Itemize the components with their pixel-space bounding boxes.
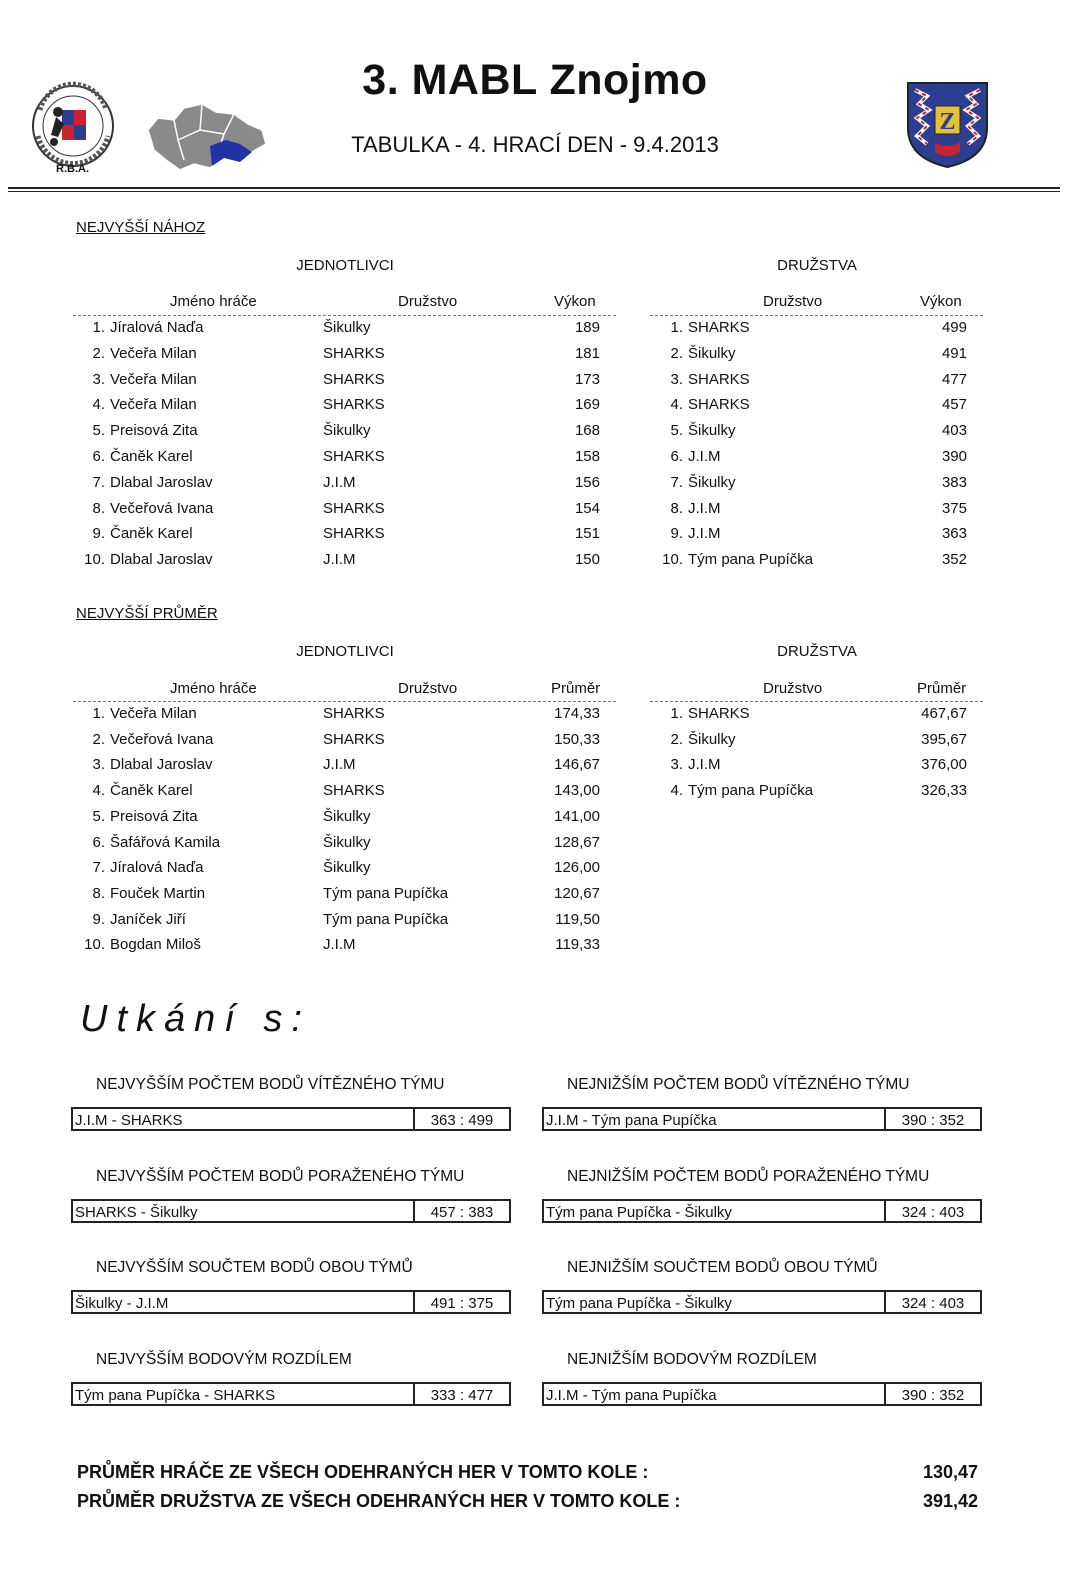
value: 128,67 xyxy=(554,833,600,851)
value: 150 xyxy=(574,551,600,569)
player-name: Jíralová Naďa xyxy=(110,319,204,336)
table-row xyxy=(0,731,1070,757)
player-name: Večeřa Milan xyxy=(110,344,197,362)
match-teams: Tým pana Pupíčka - Šikulky xyxy=(546,1203,732,1221)
team-name: Šikulky xyxy=(688,473,736,491)
rank: 6. xyxy=(670,448,683,465)
table-row xyxy=(0,551,1070,577)
player-name: Fouček Martin xyxy=(110,884,206,902)
team-name: J.I.M xyxy=(323,473,356,491)
rank: 4. xyxy=(670,396,683,414)
rank: 8. xyxy=(92,499,105,517)
player-name: Večeřová Ivana xyxy=(110,499,214,517)
match-record-box xyxy=(71,1290,511,1314)
rank: 9. xyxy=(92,910,105,928)
team-name: SHARKS xyxy=(323,730,385,748)
match-score: 324 : 403 xyxy=(901,1295,965,1312)
page-title: 3. MABL Znojmo xyxy=(362,56,708,104)
match-score: 363 : 499 xyxy=(430,1112,494,1129)
rank: 10. xyxy=(84,936,105,954)
value: 143,00 xyxy=(554,782,600,800)
player-name: Čaněk Karel xyxy=(110,448,193,465)
match-record-box xyxy=(542,1107,982,1131)
player-name: Preisová Zita xyxy=(110,807,198,825)
rank: 3. xyxy=(92,756,105,774)
match-teams: Tým pana Pupíčka - Šikulky xyxy=(546,1295,732,1312)
col-header-player: Jméno hráče xyxy=(170,293,257,310)
match-record-label: NEJVYŠŠÍM BODOVÝM ROZDÍLEM xyxy=(96,1350,352,1368)
match-teams: J.I.M - SHARKS xyxy=(75,1112,183,1129)
player-name: Dlabal Jaroslav xyxy=(110,473,213,491)
match-score: 390 : 352 xyxy=(901,1112,965,1129)
rank: 1. xyxy=(670,705,683,722)
table-row xyxy=(0,885,1070,911)
col-header-team: Družstvo xyxy=(763,680,823,697)
player-name: Preisová Zita xyxy=(110,422,198,440)
team-average-value: 391,42 xyxy=(922,1491,978,1511)
rank: 10. xyxy=(662,551,683,569)
match-record-box xyxy=(542,1382,982,1406)
match-record-box xyxy=(542,1290,982,1314)
rank: 7. xyxy=(92,859,105,877)
value: 141,00 xyxy=(554,807,600,825)
table-row xyxy=(0,859,1070,885)
value: 151 xyxy=(574,525,600,543)
player-name: Večeřa Milan xyxy=(110,396,197,414)
match-teams: SHARKS - Šikulky xyxy=(75,1203,198,1221)
table-row xyxy=(0,834,1070,860)
value: 150,33 xyxy=(554,730,600,748)
table-row xyxy=(0,422,1070,448)
group-heading-individuals: JEDNOTLIVCI xyxy=(296,257,394,274)
col-header-player: Jméno hráče xyxy=(170,680,257,697)
rank: 6. xyxy=(92,833,105,851)
rank: 10. xyxy=(84,551,105,569)
value: 395,67 xyxy=(921,730,967,748)
header-underline xyxy=(73,701,616,702)
match-record-label: NEJNIŽŠÍM BODOVÝM ROZDÍLEM xyxy=(567,1350,817,1368)
matches-heading: Utkání s: xyxy=(80,998,311,1040)
table-row xyxy=(0,319,1070,345)
header-divider-thin xyxy=(8,191,1060,192)
rank: 2. xyxy=(670,730,683,748)
team-average-label: PRŮMĚR DRUŽSTVA ZE VŠECH ODEHRANÝCH HER V TOMTO KOLE : xyxy=(77,1491,681,1511)
rank: 1. xyxy=(92,319,105,336)
value: 181 xyxy=(574,344,600,362)
rank: 4. xyxy=(670,782,683,800)
value: 154 xyxy=(574,499,600,517)
table-row xyxy=(0,371,1070,397)
match-score: 390 : 352 xyxy=(901,1386,965,1404)
match-record-label: NEJNIŽŠÍM SOUČTEM BODŮ OBOU TÝMŮ xyxy=(567,1259,878,1276)
table-header-nahoz-individuals xyxy=(0,293,1070,313)
section-heading-nahoz: NEJVYŠŠÍ NÁHOZ xyxy=(76,219,206,236)
player-name: Dlabal Jaroslav xyxy=(110,551,213,569)
col-header-average: Průměr xyxy=(917,680,967,697)
match-record-box xyxy=(71,1199,511,1223)
team-name: SHARKS xyxy=(323,525,385,543)
table-row xyxy=(0,448,1070,474)
table-row xyxy=(0,474,1070,500)
team-name: Tým pana Pupíčka xyxy=(688,782,814,800)
col-header-team: Družstvo xyxy=(763,293,823,310)
rank: 5. xyxy=(670,422,683,440)
team-name: Šikulky xyxy=(323,422,371,440)
team-name: SHARKS xyxy=(688,705,750,722)
match-record-label: NEJVYŠŠÍM SOUČTEM BODŮ OBOU TÝMŮ xyxy=(96,1259,413,1276)
znojmo-crest-icon xyxy=(905,80,990,170)
table-header-prumer xyxy=(0,680,1070,700)
value: 169 xyxy=(574,396,600,414)
player-name: Večeřová Ivana xyxy=(110,730,214,748)
player-name: Janíček Jiří xyxy=(110,910,186,928)
rank: 9. xyxy=(670,525,683,543)
rank: 7. xyxy=(670,473,683,491)
match-teams: J.I.M - Tým pana Pupíčka xyxy=(546,1112,717,1129)
team-name: J.I.M xyxy=(688,525,721,543)
section-heading-prumer: NEJVYŠŠÍ PRŮMĚR xyxy=(76,605,218,622)
value: 499 xyxy=(941,319,967,336)
rank: 1. xyxy=(92,705,105,722)
team-name: Šikulky xyxy=(688,344,736,362)
col-header-average: Průměr xyxy=(551,680,601,697)
rank: 2. xyxy=(670,344,683,362)
match-score: 333 : 477 xyxy=(430,1386,494,1404)
team-name: J.I.M xyxy=(323,756,356,774)
match-record-box xyxy=(542,1199,982,1223)
player-name: Čaněk Karel xyxy=(110,782,193,800)
col-header-team: Družstvo xyxy=(398,293,458,310)
rank: 2. xyxy=(92,730,105,748)
value: 174,33 xyxy=(554,705,600,722)
value: 477 xyxy=(941,370,967,388)
group-heading-teams: DRUŽSTVA xyxy=(777,257,857,274)
match-teams: Tým pana Pupíčka - SHARKS xyxy=(75,1386,276,1404)
team-name: Šikulky xyxy=(323,833,371,851)
header-divider xyxy=(8,187,1060,189)
value: 146,67 xyxy=(554,756,600,774)
player-average-label: PRŮMĚR HRÁČE ZE VŠECH ODEHRANÝCH HER V TOMTO KOLE : xyxy=(77,1462,649,1482)
crest-letter: Z xyxy=(939,109,956,135)
match-record-label: NEJNIŽŠÍM POČTEM BODŮ VÍTĚZNÉHO TÝMU xyxy=(567,1076,910,1093)
match-record-box xyxy=(71,1107,511,1131)
value: 119,50 xyxy=(555,910,600,928)
value: 491 xyxy=(941,344,967,362)
rba-logo-caption: R.B.A. xyxy=(56,163,89,175)
team-name: SHARKS xyxy=(688,319,750,336)
rank: 3. xyxy=(670,370,683,388)
value: 120,67 xyxy=(554,884,600,902)
value: 158 xyxy=(574,448,600,465)
col-header-team: Družstvo xyxy=(398,680,458,697)
team-name: SHARKS xyxy=(323,344,385,362)
player-name: Jíralová Naďa xyxy=(110,859,204,877)
rank: 4. xyxy=(92,396,105,414)
rank: 4. xyxy=(92,782,105,800)
header-underline xyxy=(650,701,983,702)
match-score: 491 : 375 xyxy=(430,1295,494,1312)
group-heading-teams: DRUŽSTVA xyxy=(777,643,857,660)
team-name: Tým pana Pupíčka xyxy=(323,910,449,928)
page-subtitle: TABULKA - 4. HRACÍ DEN - 9.4.2013 xyxy=(351,132,719,157)
player-name: Dlabal Jaroslav xyxy=(110,756,213,774)
value: 403 xyxy=(941,422,967,440)
value: 173 xyxy=(574,370,600,388)
team-name: Šikulky xyxy=(323,807,371,825)
team-name: Tým pana Pupíčka xyxy=(688,551,814,569)
rank: 8. xyxy=(670,499,683,517)
value: 326,33 xyxy=(921,782,967,800)
team-name: Tým pana Pupíčka xyxy=(323,884,449,902)
rank: 9. xyxy=(92,525,105,543)
table-row xyxy=(0,911,1070,937)
rank: 2. xyxy=(92,344,105,362)
team-name: SHARKS xyxy=(688,370,750,388)
rank: 1. xyxy=(670,319,683,336)
header-underline xyxy=(73,315,616,316)
team-name: J.I.M xyxy=(688,756,721,774)
team-name: J.I.M xyxy=(688,448,721,465)
match-record-label: NEJVYŠŠÍM POČTEM BODŮ VÍTĚZNÉHO TÝMU xyxy=(96,1076,445,1093)
table-row xyxy=(0,808,1070,834)
team-name: J.I.M xyxy=(688,499,721,517)
player-name: Čaněk Karel xyxy=(110,525,193,543)
team-name: SHARKS xyxy=(323,448,385,465)
player-name: Šafářová Kamila xyxy=(110,833,221,851)
team-name: Šikulky xyxy=(323,859,371,877)
col-header-score: Výkon xyxy=(554,293,596,310)
match-record-label: NEJNIŽŠÍM POČTEM BODŮ PORAŽENÉHO TÝMU xyxy=(567,1167,930,1185)
rank: 5. xyxy=(92,422,105,440)
value: 189 xyxy=(574,319,600,336)
table-row xyxy=(0,396,1070,422)
table-row xyxy=(0,525,1070,551)
value: 352 xyxy=(941,551,967,569)
match-score: 324 : 403 xyxy=(901,1203,965,1221)
table-row xyxy=(0,782,1070,808)
table-row xyxy=(0,756,1070,782)
value: 156 xyxy=(574,473,600,491)
team-name: SHARKS xyxy=(323,782,385,800)
table-row xyxy=(0,500,1070,526)
rank: 3. xyxy=(670,756,683,774)
team-name: SHARKS xyxy=(323,370,385,388)
table-row xyxy=(0,345,1070,371)
team-name: SHARKS xyxy=(323,705,385,722)
rank: 8. xyxy=(92,884,105,902)
header-underline xyxy=(650,315,983,316)
match-teams: Šikulky - J.I.M xyxy=(75,1295,169,1312)
table-row xyxy=(0,936,1070,962)
team-name: SHARKS xyxy=(323,499,385,517)
value: 119,33 xyxy=(555,936,600,954)
team-name: Šikulky xyxy=(688,422,736,440)
player-name: Večeřa Milan xyxy=(110,705,197,722)
team-name: Šikulky xyxy=(323,319,371,336)
rank: 3. xyxy=(92,370,105,388)
match-record-box xyxy=(71,1382,511,1406)
rank: 6. xyxy=(92,448,105,465)
value: 375 xyxy=(941,499,967,517)
value: 376,00 xyxy=(921,756,967,774)
value: 467,67 xyxy=(921,705,967,722)
player-average-value: 130,47 xyxy=(922,1462,978,1482)
value: 390 xyxy=(941,448,967,465)
player-name: Bogdan Miloš xyxy=(110,936,201,954)
table-row xyxy=(0,705,1070,731)
rank: 7. xyxy=(92,473,105,491)
value: 126,00 xyxy=(554,859,600,877)
value: 363 xyxy=(941,525,967,543)
value: 383 xyxy=(941,473,967,491)
rank: 5. xyxy=(92,807,105,825)
team-name: J.I.M xyxy=(323,936,356,954)
team-name: SHARKS xyxy=(323,396,385,414)
match-score: 457 : 383 xyxy=(430,1203,494,1221)
team-name: Šikulky xyxy=(688,730,736,748)
value: 457 xyxy=(941,396,967,414)
team-name: J.I.M xyxy=(323,551,356,569)
player-name: Večeřa Milan xyxy=(110,370,197,388)
group-heading-individuals: JEDNOTLIVCI xyxy=(296,643,394,660)
match-teams: J.I.M - Tým pana Pupíčka xyxy=(546,1386,717,1404)
col-header-score: Výkon xyxy=(920,293,962,310)
team-name: SHARKS xyxy=(688,396,750,414)
value: 168 xyxy=(574,422,600,440)
match-record-label: NEJVYŠŠÍM POČTEM BODŮ PORAŽENÉHO TÝMU xyxy=(96,1167,465,1185)
